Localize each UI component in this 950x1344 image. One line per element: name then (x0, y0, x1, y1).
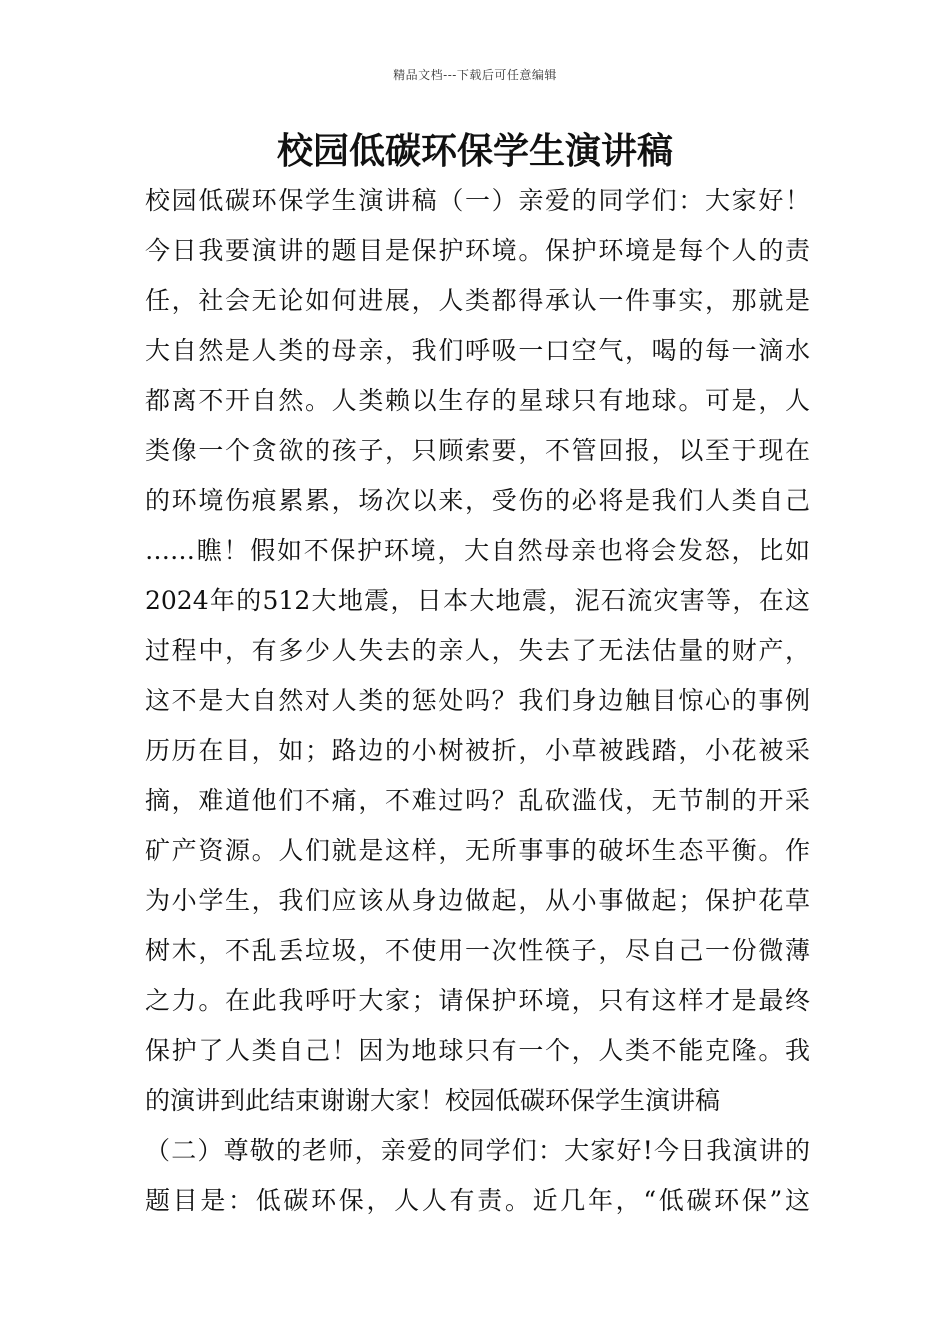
body-line: 任，社会无论如何进展，人类都得承认一件事实，那就是 (145, 286, 810, 315)
body-line: 这不是大自然对人类的惩处吗？我们身边触目惊心的事例 (145, 686, 810, 715)
body-line: 历历在目，如；路边的小树被折，小草被践踏，小花被采 (145, 736, 810, 765)
body-line: 的环境伤痕累累，场次以来，受伤的必将是我们人类自己 (145, 486, 810, 515)
header-note: 精品文档---下载后可任意编辑 (393, 68, 557, 82)
body-line: 的演讲到此结束谢谢大家！校园低碳环保学生演讲稿 (145, 1086, 721, 1115)
body-line: （二）尊敬的老师，亲爱的同学们：大家好!今日我演讲的 (145, 1136, 810, 1165)
body-line: 2024年的512大地震，日本大地震，泥石流灾害等，在这 (145, 586, 810, 615)
body-line: ……瞧！假如不保护环境，大自然母亲也将会发怒，比如 (145, 536, 810, 565)
body-line: 校园低碳环保学生演讲稿（一）亲爱的同学们：大家好！ (145, 186, 810, 215)
body-line: 大自然是人类的母亲，我们呼吸一口空气，喝的每一滴水 (145, 336, 810, 365)
body-line: 保护了人类自己！因为地球只有一个，人类不能克隆。我 (145, 1036, 810, 1065)
body-line: 矿产资源。人们就是这样，无所事事的破坏生态平衡。作 (145, 836, 810, 865)
body-line: 类像一个贪欲的孩子，只顾索要，不管回报，以至于现在 (145, 436, 810, 465)
body-text (145, 176, 810, 1226)
body-line: 都离不开自然。人类赖以生存的星球只有地球。可是，人 (145, 386, 810, 415)
body-line: 树木，不乱丢垃圾，不使用一次性筷子，尽自己一份微薄 (145, 936, 810, 965)
body-line: 摘，难道他们不痛，不难过吗？乱砍滥伐，无节制的开采 (145, 786, 810, 815)
body-line: 今日我要演讲的题目是保护环境。保护环境是每个人的责 (145, 236, 810, 265)
body-line: 题目是：低碳环保，人人有责。近几年，“低碳环保”这 (145, 1186, 810, 1215)
document-title: 校园低碳环保学生演讲稿 (276, 130, 673, 172)
body-line: 之力。在此我呼吁大家；请保护环境，只有这样才是最终 (145, 986, 810, 1015)
body-line: 过程中，有多少人失去的亲人，失去了无法估量的财产， (145, 636, 810, 665)
body-line: 为小学生，我们应该从身边做起，从小事做起；保护花草 (145, 886, 810, 915)
